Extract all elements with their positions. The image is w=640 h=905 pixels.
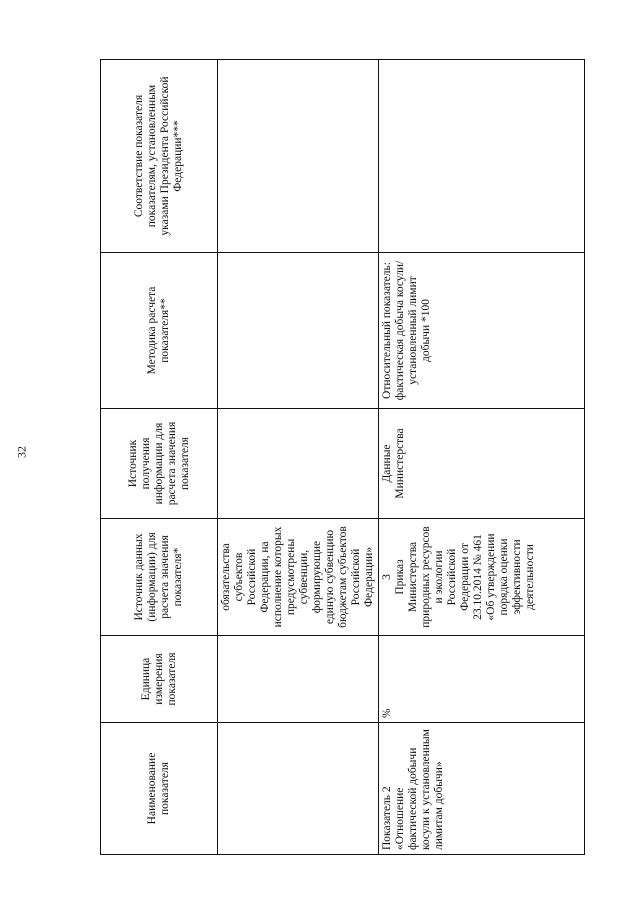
table-cell: Относительный показатель: фактическая добыча косули/ установленный лимит добычи *100	[379, 253, 585, 409]
table-header-row	[101, 60, 218, 855]
table-row	[379, 60, 585, 855]
column-header-unit: Единица измерения показателя	[101, 636, 218, 723]
table-cell: 3 Приказ Министерства природных ресурсов и экологии Российской Федерации от 23.10.2014 № 461 «Об утверждении порядка оценки эффективности деятельности	[379, 519, 585, 636]
table-cell: обязательства субъектов Российской Федерации, на исполнение которых предусмотрены субвенции, формирующие единую субвенцию бюджетам субъектов Российской Федерации»	[218, 519, 379, 636]
table-cell: %	[379, 636, 585, 723]
table-cell	[218, 636, 379, 723]
table-cell	[379, 60, 585, 253]
column-header-data-source: Источник данных (информации) для расчета значения показателя*	[101, 519, 218, 636]
column-header-name: Наименование показателя	[101, 723, 218, 855]
table-cell	[218, 60, 379, 253]
column-header-compliance: Соответствие показателя показателям, установленным указами Президента Российской Федерации***	[101, 60, 218, 253]
table-cell: Показатель 2 «Отношение фактической добычи косули к установленным лимитам добычи»	[379, 723, 585, 855]
page-number: 32	[14, 446, 29, 458]
column-header-info-source: Источник получения информации для расчета значения показателя	[101, 409, 218, 519]
table-cell	[218, 409, 379, 519]
table-cell	[218, 253, 379, 409]
table-cell: Данные Министерства	[379, 409, 585, 519]
column-header-method: Методика расчета показателя**	[101, 253, 218, 409]
rotated-table-container	[100, 60, 585, 855]
indicator-table	[100, 59, 585, 855]
table-cell	[218, 723, 379, 855]
table-row	[218, 60, 379, 855]
